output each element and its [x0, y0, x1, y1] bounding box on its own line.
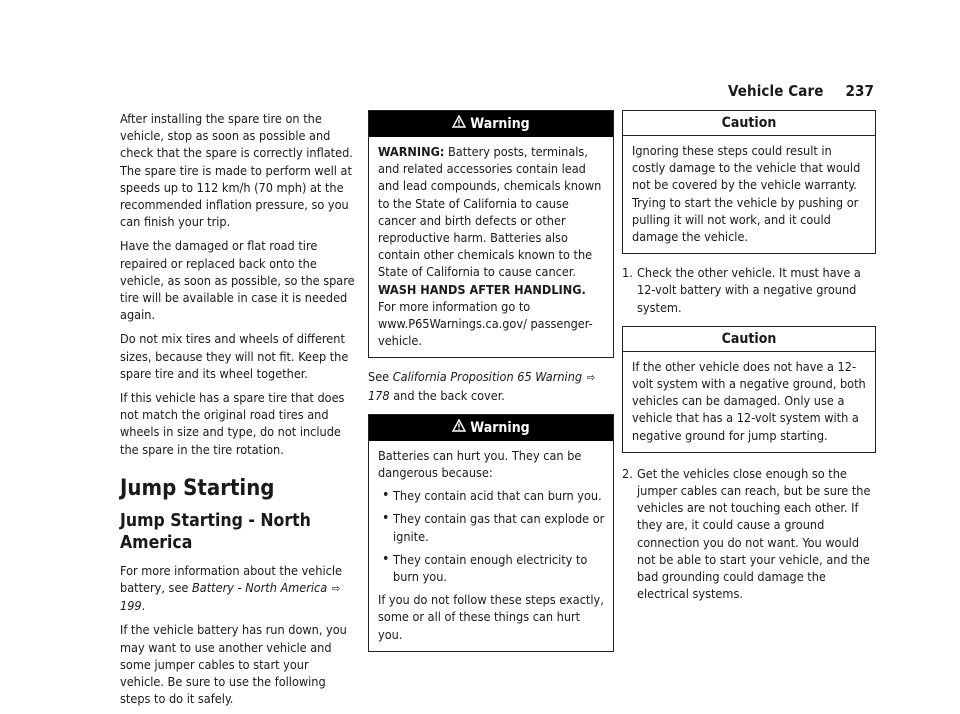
- paragraph-spare-inflation: After installing the spare tire on the vehicle, stop as soon as possible and check that the spare is correctly inflated. The spare tire is made to perform well at speeds up to 112 km/h (70 mph) at the recommended inflation pressure, so you can finish your trip.: [120, 111, 353, 230]
- running-header: [728, 82, 874, 100]
- warning-outro: If you do not follow these steps exactly, some or all of these things can hurt you.: [378, 592, 604, 642]
- list-item: 2. Get the vehicles close enough so the jumper cables can reach, but be sure the vehicles are not touching each other. If they are, it could cause a ground connection you do not want. You would not be able to start your vehicle, and the bad grounding could damage the electrical systems.: [622, 465, 871, 602]
- list-item: • They contain enough electricity to burn you.: [378, 551, 605, 585]
- page-arrow-icon: ⇨: [586, 371, 595, 385]
- warning-box-prop65: [368, 110, 614, 358]
- warning-intro: Batteries can hurt you. They can be dangerous because:: [378, 447, 582, 481]
- warning-triangle-icon: [452, 112, 466, 138]
- battery-page-ref[interactable]: 199: [120, 598, 142, 614]
- warning-title: Warning: [470, 419, 530, 436]
- steps-list-1: [622, 264, 876, 316]
- paragraph-mix-tires: Do not mix tires and wheels of different sizes, because they will not fit. Keep the spare tire and its wheel together.: [120, 331, 349, 381]
- caution-body: If the other vehicle does not have a 12-volt system with a negative ground, both vehicles can be damaged. Only use a vehicle that has a 12-volt system with a negative ground for jump starting.: [632, 358, 866, 443]
- heading-jump-starting-na: Jump Starting - North America: [120, 510, 311, 553]
- warning-body: [369, 441, 613, 651]
- warning-body: WARNING: Battery posts, terminals, and related accessories contain lead and lead compounds, chemicals known to the State of California to cause cancer and birth defects or other reproductive harm. Batteries also contain other chemicals known to the State of California to cause cancer. WASH HANDS AFTER HANDLING. For more information go to www.P65Warnings.ca.gov/ passenger-vehicle.: [378, 144, 602, 349]
- list-item: 1. Check the other vehicle. It must have a 12-volt battery with a negative ground system.: [622, 265, 861, 315]
- caution-box-damage: [622, 110, 876, 254]
- section-title: Vehicle Care: [728, 82, 824, 100]
- warning-title: Warning: [470, 116, 530, 132]
- paragraph-repair-tire: Have the damaged or flat road tire repaired or replaced back onto the vehicle, as soon as possible, so the spare tire will be available in case it is needed again.: [120, 238, 355, 323]
- paragraph-run-down-battery: If the vehicle battery has run down, you may want to use another vehicle and some jumper cables to start your vehicle. Be sure to use the following steps to do it safely.: [120, 622, 347, 707]
- list-item: • They contain acid that can burn you.: [378, 487, 605, 504]
- column-middle: [368, 110, 614, 652]
- step-number: 1.: [622, 265, 633, 281]
- paragraph-prop65-reference: See California Proposition 65 Warning ⇨ 178 and the back cover.: [368, 369, 595, 403]
- heading-jump-starting: Jump Starting: [120, 475, 275, 501]
- paragraph-battery-reference: For more information about the vehicle battery, see Battery - North America ⇨ 199.: [120, 562, 342, 614]
- caution-header: Caution: [623, 327, 875, 352]
- warning-triangle-icon: [452, 416, 466, 442]
- caution-box-12volt: [622, 326, 876, 453]
- prop65-page-ref[interactable]: 178: [368, 387, 390, 403]
- warning-box-battery: [368, 414, 614, 652]
- list-item: • They contain gas that can explode or ignite.: [378, 510, 605, 544]
- hazard-list: [378, 487, 605, 585]
- caution-header: Caution: [623, 111, 875, 136]
- page-number: 237: [845, 82, 874, 100]
- battery-cross-reference-link[interactable]: Battery - North America: [192, 580, 328, 596]
- steps-list-2: [622, 465, 876, 603]
- prop65-cross-reference-link[interactable]: California Proposition 65 Warning: [392, 369, 583, 385]
- warning-header: [369, 111, 613, 137]
- wash-hands-text: WASH HANDS AFTER HANDLING.: [378, 281, 586, 297]
- page-arrow-icon: ⇨: [331, 582, 341, 596]
- column-right: [622, 110, 876, 610]
- warning-lead: WARNING:: [378, 144, 445, 159]
- warning-header: [369, 415, 613, 441]
- column-left: [120, 110, 356, 714]
- caution-body: Ignoring these steps could result in costly damage to the vehicle that would not be covered by the vehicle warranty. Trying to start the vehicle by pushing or pulling it will not work, and it could damage the vehicle.: [632, 143, 861, 245]
- paragraph-tire-rotation: If this vehicle has a spare tire that does not match the original road tires and wheels in size and type, do not include the spare in the tire rotation.: [120, 390, 345, 457]
- step-number: 2.: [622, 465, 633, 481]
